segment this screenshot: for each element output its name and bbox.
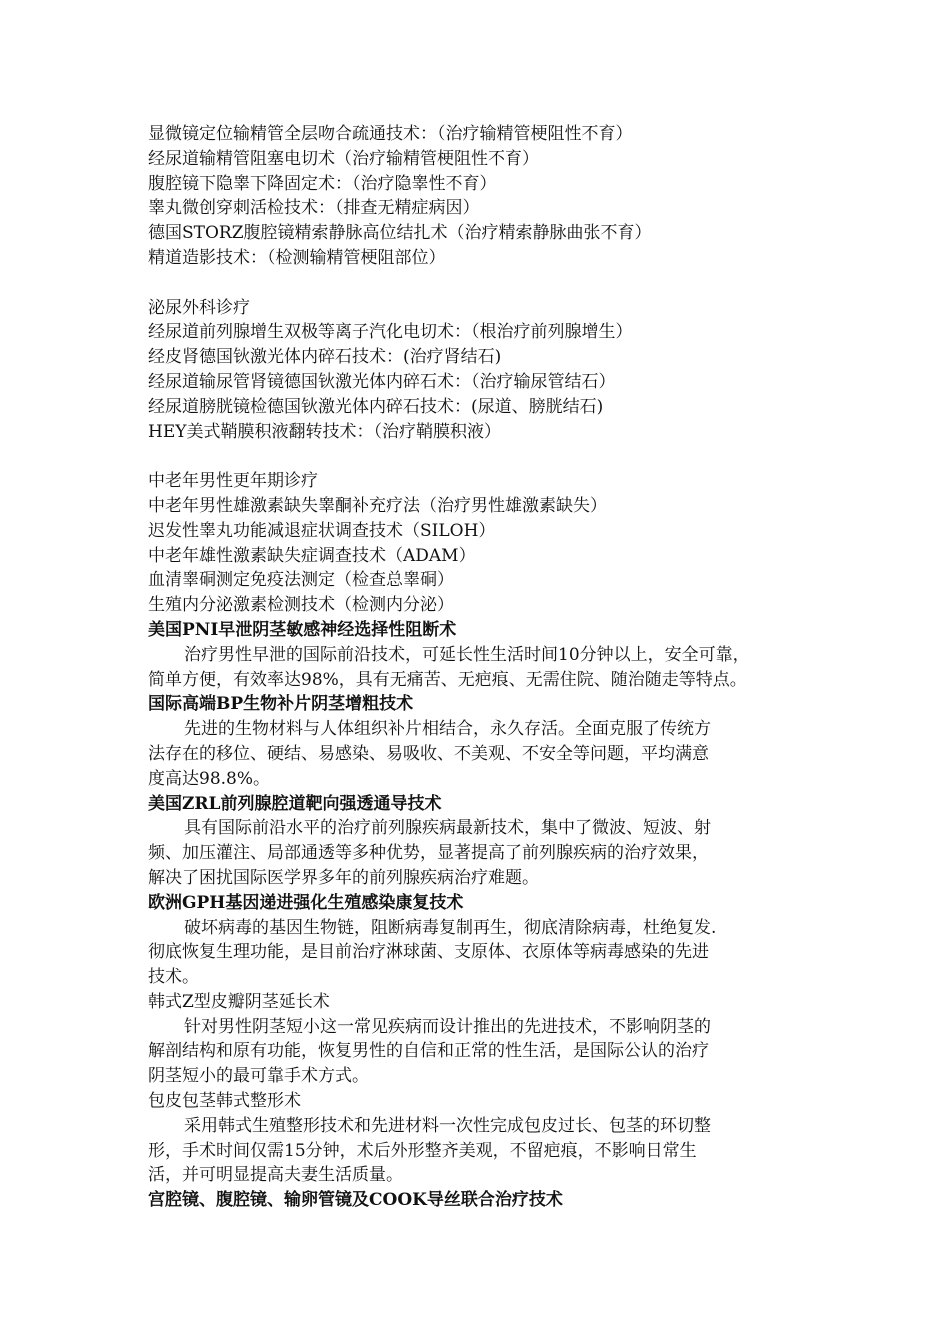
list-item: 显微镜定位输精管全层吻合疏通技术：（治疗输精管梗阻性不育） — [148, 124, 633, 144]
paragraph-line: 频、加压灌注、局部通透等多种优势，显著提高了前列腺疾病的治疗效果， — [148, 843, 709, 864]
list-item: 经尿道膀胱镜检德国钬激光体内碎石技术：(尿道、膀胱结石) — [148, 396, 604, 417]
section-male-menopause — [148, 469, 828, 618]
section-heading: 中老年男性更年期诊疗 — [148, 471, 318, 492]
spacer — [148, 271, 828, 296]
final-technique-title: 宫腔镜、腹腔镜、输卵管镜及COOK导丝联合治疗技术 — [148, 1190, 563, 1211]
list-item: 经尿道前列腺增生双极等离子汽化电切术：（根治疗前列腺增生） — [148, 322, 633, 343]
technique-gph — [148, 891, 828, 990]
section-infertility-techniques — [148, 122, 828, 271]
technique-description — [148, 717, 828, 791]
paragraph-line: 度高达98.8%。 — [148, 768, 271, 789]
technique-description — [148, 816, 828, 890]
paragraph-line: 破坏病毒的基因生物链，阻断病毒复制再生，彻底清除病毒，杜绝复发. — [184, 917, 717, 938]
paragraph-line: 简单方便，有效率达98%，具有无痛苦、无疤痕、无需住院、随治随走等特点。 — [148, 669, 747, 690]
technique-description — [148, 916, 828, 990]
paragraph-line: 治疗男性早泄的国际前沿技术，可延长性生活时间10分钟以上，安全可靠， — [184, 644, 750, 665]
paragraph-line: 解决了困扰国际医学界多年的前列腺疾病治疗难题。 — [148, 867, 539, 888]
list-item: 德国STORZ腹腔镜精索静脉高位结扎术（治疗精索静脉曲张不育） — [148, 223, 652, 244]
paragraph-line: 先进的生物材料与人体组织补片相结合，永久存活。全面克服了传统方 — [184, 719, 711, 740]
list-item: 迟发性睾丸功能减退症状调查技术（SILOH） — [148, 520, 496, 541]
list-item: 中老年男性雄激素缺失睾酮补充疗法（治疗男性雄激素缺失） — [148, 495, 607, 516]
list-item: HEY美式鞘膜积液翻转技术：（治疗鞘膜积液） — [148, 421, 501, 442]
paragraph-line: 解剖结构和原有功能，恢复男性的自信和正常的性生活，是国际公认的治疗 — [148, 1041, 709, 1062]
paragraph-line: 针对男性阴茎短小这一常见疾病而设计推出的先进技术，不影响阴茎的 — [184, 1016, 711, 1037]
paragraph-line: 形，手术时间仅需15分钟，术后外形整齐美观，不留疤痕，不影响日常生 — [148, 1140, 697, 1161]
list-item: 生殖内分泌激素检测技术（检测内分泌） — [148, 595, 454, 616]
technique-zrl — [148, 792, 828, 891]
paragraph-line: 采用韩式生殖整形技术和先进材料一次性完成包皮过长、包茎的环切整 — [184, 1115, 711, 1136]
technique-title: 包皮包茎韩式整形术 — [148, 1091, 301, 1112]
technique-circumcision — [148, 1089, 828, 1188]
list-item: 睾丸微创穿刺活检技术：（排查无精症病因） — [148, 198, 480, 219]
list-item: 经皮肾德国钬激光体内碎石技术：(治疗肾结石) — [148, 347, 502, 368]
paragraph-line: 阴茎短小的最可靠手术方式。 — [148, 1066, 369, 1087]
technique-description — [148, 1114, 828, 1188]
technique-z-flap — [148, 990, 828, 1089]
paragraph-line: 法存在的移位、硬结、易感染、易吸收、不美观、不安全等问题，平均满意 — [148, 743, 709, 764]
technique-title: 国际高端BP生物补片阴茎增粗技术 — [148, 694, 414, 715]
list-item: 血清睾硐测定免疫法测定（检查总睾硐） — [148, 570, 454, 591]
list-item: 经尿道输精管阻塞电切术（治疗输精管梗阻性不育） — [148, 148, 539, 169]
spacer — [148, 444, 828, 469]
paragraph-line: 技术。 — [148, 967, 199, 988]
technique-description — [148, 643, 828, 693]
document-body — [148, 122, 828, 1213]
technique-title: 欧洲GPH基因递进强化生殖感染康复技术 — [148, 892, 464, 913]
section-urology — [148, 296, 828, 445]
technique-pni — [148, 618, 828, 692]
technique-title: 韩式Z型皮瓣阴茎延长术 — [148, 991, 330, 1012]
technique-description — [148, 1015, 828, 1089]
list-item: 腹腔镜下隐睾下降固定术：（治疗隐睾性不育） — [148, 173, 497, 194]
technique-bp — [148, 692, 828, 791]
technique-title: 美国PNI早泄阴茎敏感神经选择性阻断术 — [148, 619, 457, 640]
paragraph-line: 具有国际前沿水平的治疗前列腺疾病最新技术，集中了微波、短波、射 — [184, 818, 711, 839]
technique-title: 美国ZRL前列腺腔道靶向强透通导技术 — [148, 793, 442, 814]
section-heading: 泌尿外科诊疗 — [148, 297, 250, 318]
list-item: 经尿道输尿管肾镜德国钬激光体内碎石术：（治疗输尿管结石） — [148, 371, 616, 392]
paragraph-line: 彻底恢复生理功能，是目前治疗淋球菌、支原体、衣原体等病毒感染的先进 — [148, 942, 709, 963]
paragraph-line: 活，并可明显提高夫妻生活质量。 — [148, 1165, 403, 1186]
list-item: 精道造影技术：（检测输精管梗阻部位） — [148, 247, 446, 268]
list-item: 中老年雄性激素缺失症调查技术（ADAM） — [148, 545, 476, 566]
